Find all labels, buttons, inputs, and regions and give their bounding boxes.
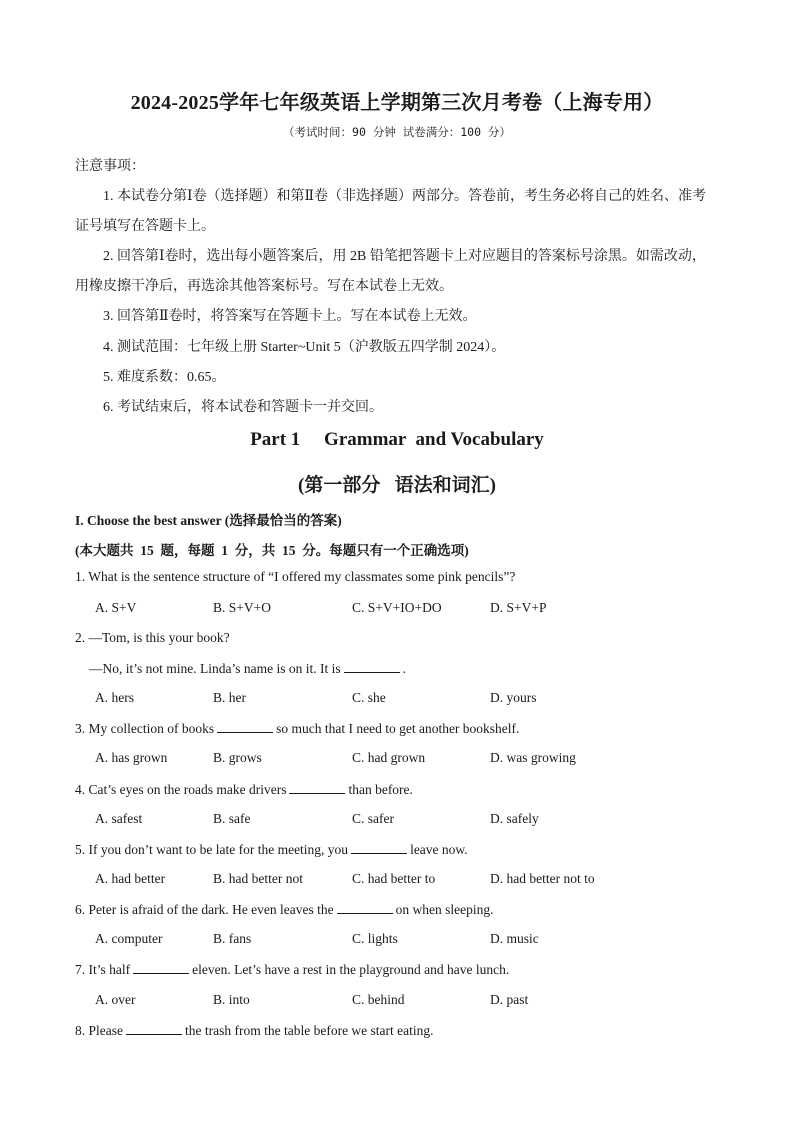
option-c: C. had better to [352, 871, 436, 886]
option-d: D. had better not to [490, 871, 595, 886]
answer-blank [289, 781, 345, 794]
question-text: 2. —Tom, is this your book? [75, 630, 230, 645]
question-text: —No, it’s not mine. Linda’s name is on it. It is [89, 661, 341, 676]
notice-line: 4. 测试范围：七年级上册 Starter~Unit 5（沪教版五四学制 2024）。 [103, 340, 506, 355]
option-d: D. S+V+P [490, 600, 547, 615]
question-2 [75, 630, 230, 646]
option-a: A. over [95, 992, 136, 1007]
question-text: 4. Cat’s eyes on the roads make drivers [75, 782, 287, 797]
part-subtitle: (第一部分 语法和词汇) [298, 475, 496, 496]
question-text: on when sleeping. [395, 902, 494, 917]
question-3 [75, 720, 519, 737]
option-c: C. lights [352, 931, 398, 946]
notice-line: 6. 考试结束后，将本试卷和答题卡一并交回。 [103, 400, 383, 415]
option-d: D. yours [490, 690, 537, 705]
option-b: B. her [213, 690, 246, 705]
question-text: 1. What is the sentence structure of “I offered my classmates some pink pencils”? [75, 569, 516, 584]
option-b: B. into [213, 992, 250, 1007]
question-text: 5. If you don’t want to be late for the meeting, you [75, 842, 349, 857]
question-text: 8. Please [75, 1023, 123, 1038]
option-b: B. had better not [213, 871, 303, 886]
question-text: 3. My collection of books [75, 721, 215, 736]
option-c: C. safer [352, 811, 394, 826]
option-b: B. fans [213, 931, 252, 946]
option-b: B. S+V+O [213, 600, 271, 615]
option-d: D. safely [490, 811, 539, 826]
notice-line: 5. 难度系数：0.65。 [103, 370, 226, 385]
exam-subtitle: （考试时间：90 分钟 试卷满分：100 分） [283, 125, 511, 139]
option-a: A. hers [95, 690, 134, 705]
answer-blank [344, 660, 400, 673]
notice-line: 2. 回答第Ⅰ卷时，选出每小题答案后，用 2B 铅笔把答题卡上对应题目的答案标号涂黑。如需改动， [103, 249, 706, 264]
option-c: C. behind [352, 992, 405, 1007]
question-8 [75, 1022, 434, 1039]
question-1 [75, 569, 515, 585]
notice-line: 3. 回答第Ⅱ卷时，将答案写在答题卡上。写在本试卷上无效。 [103, 309, 477, 324]
question-2-line2 [89, 660, 406, 677]
option-c: C. S+V+IO+DO [352, 600, 442, 615]
part-title: Part 1 Grammar and Vocabulary [250, 429, 544, 450]
exam-title: 2024-2025学年七年级英语上学期第三次月考卷（上海专用） [130, 92, 664, 114]
question-text: so much that I need to get another bookshelf. [276, 721, 520, 736]
option-a: A. safest [95, 811, 143, 826]
notice-line: 用橡皮擦干净后，再选涂其他答案标号。写在本试卷上无效。 [75, 279, 453, 294]
question-text: 7. It’s half [75, 962, 131, 977]
option-a: A. computer [95, 931, 163, 946]
option-b: B. safe [213, 811, 251, 826]
answer-blank [133, 961, 189, 974]
question-text: than before. [348, 782, 413, 797]
answer-blank [351, 841, 407, 854]
question-text: the trash from the table before we start eating. [185, 1023, 434, 1038]
notice-line: 1. 本试卷分第Ⅰ卷（选择题）和第Ⅱ卷（非选择题）两部分。答卷前，考生务必将自己的姓名、准考 [103, 189, 707, 204]
option-d: D. music [490, 931, 539, 946]
option-a: A. S+V [95, 600, 137, 615]
question-text: eleven. Let’s have a rest in the playground and have lunch. [192, 962, 510, 977]
option-a: A. has grown [95, 750, 168, 765]
option-c: C. she [352, 690, 386, 705]
question-6 [75, 901, 494, 918]
option-d: D. past [490, 992, 529, 1007]
notice-heading: 注意事项： [75, 159, 145, 174]
section-title: I. Choose the best answer (选择最恰当的答案) [75, 513, 342, 528]
option-c: C. had grown [352, 750, 426, 765]
answer-blank [126, 1022, 182, 1035]
question-5 [75, 841, 468, 858]
question-text: . [402, 661, 406, 676]
question-text: leave now. [410, 842, 468, 857]
answer-blank [217, 720, 273, 733]
question-7 [75, 961, 509, 978]
answer-blank [337, 901, 393, 914]
option-d: D. was growing [490, 750, 576, 765]
question-text: 6. Peter is afraid of the dark. He even leaves the [75, 902, 334, 917]
notice-line: 证号填写在答题卡上。 [75, 219, 215, 234]
option-b: B. grows [213, 750, 262, 765]
question-4 [75, 781, 413, 798]
section-instruction: (本大题共 15 题，每题 1 分，共 15 分。每题只有一个正确选项) [75, 543, 469, 558]
option-a: A. had better [95, 871, 166, 886]
